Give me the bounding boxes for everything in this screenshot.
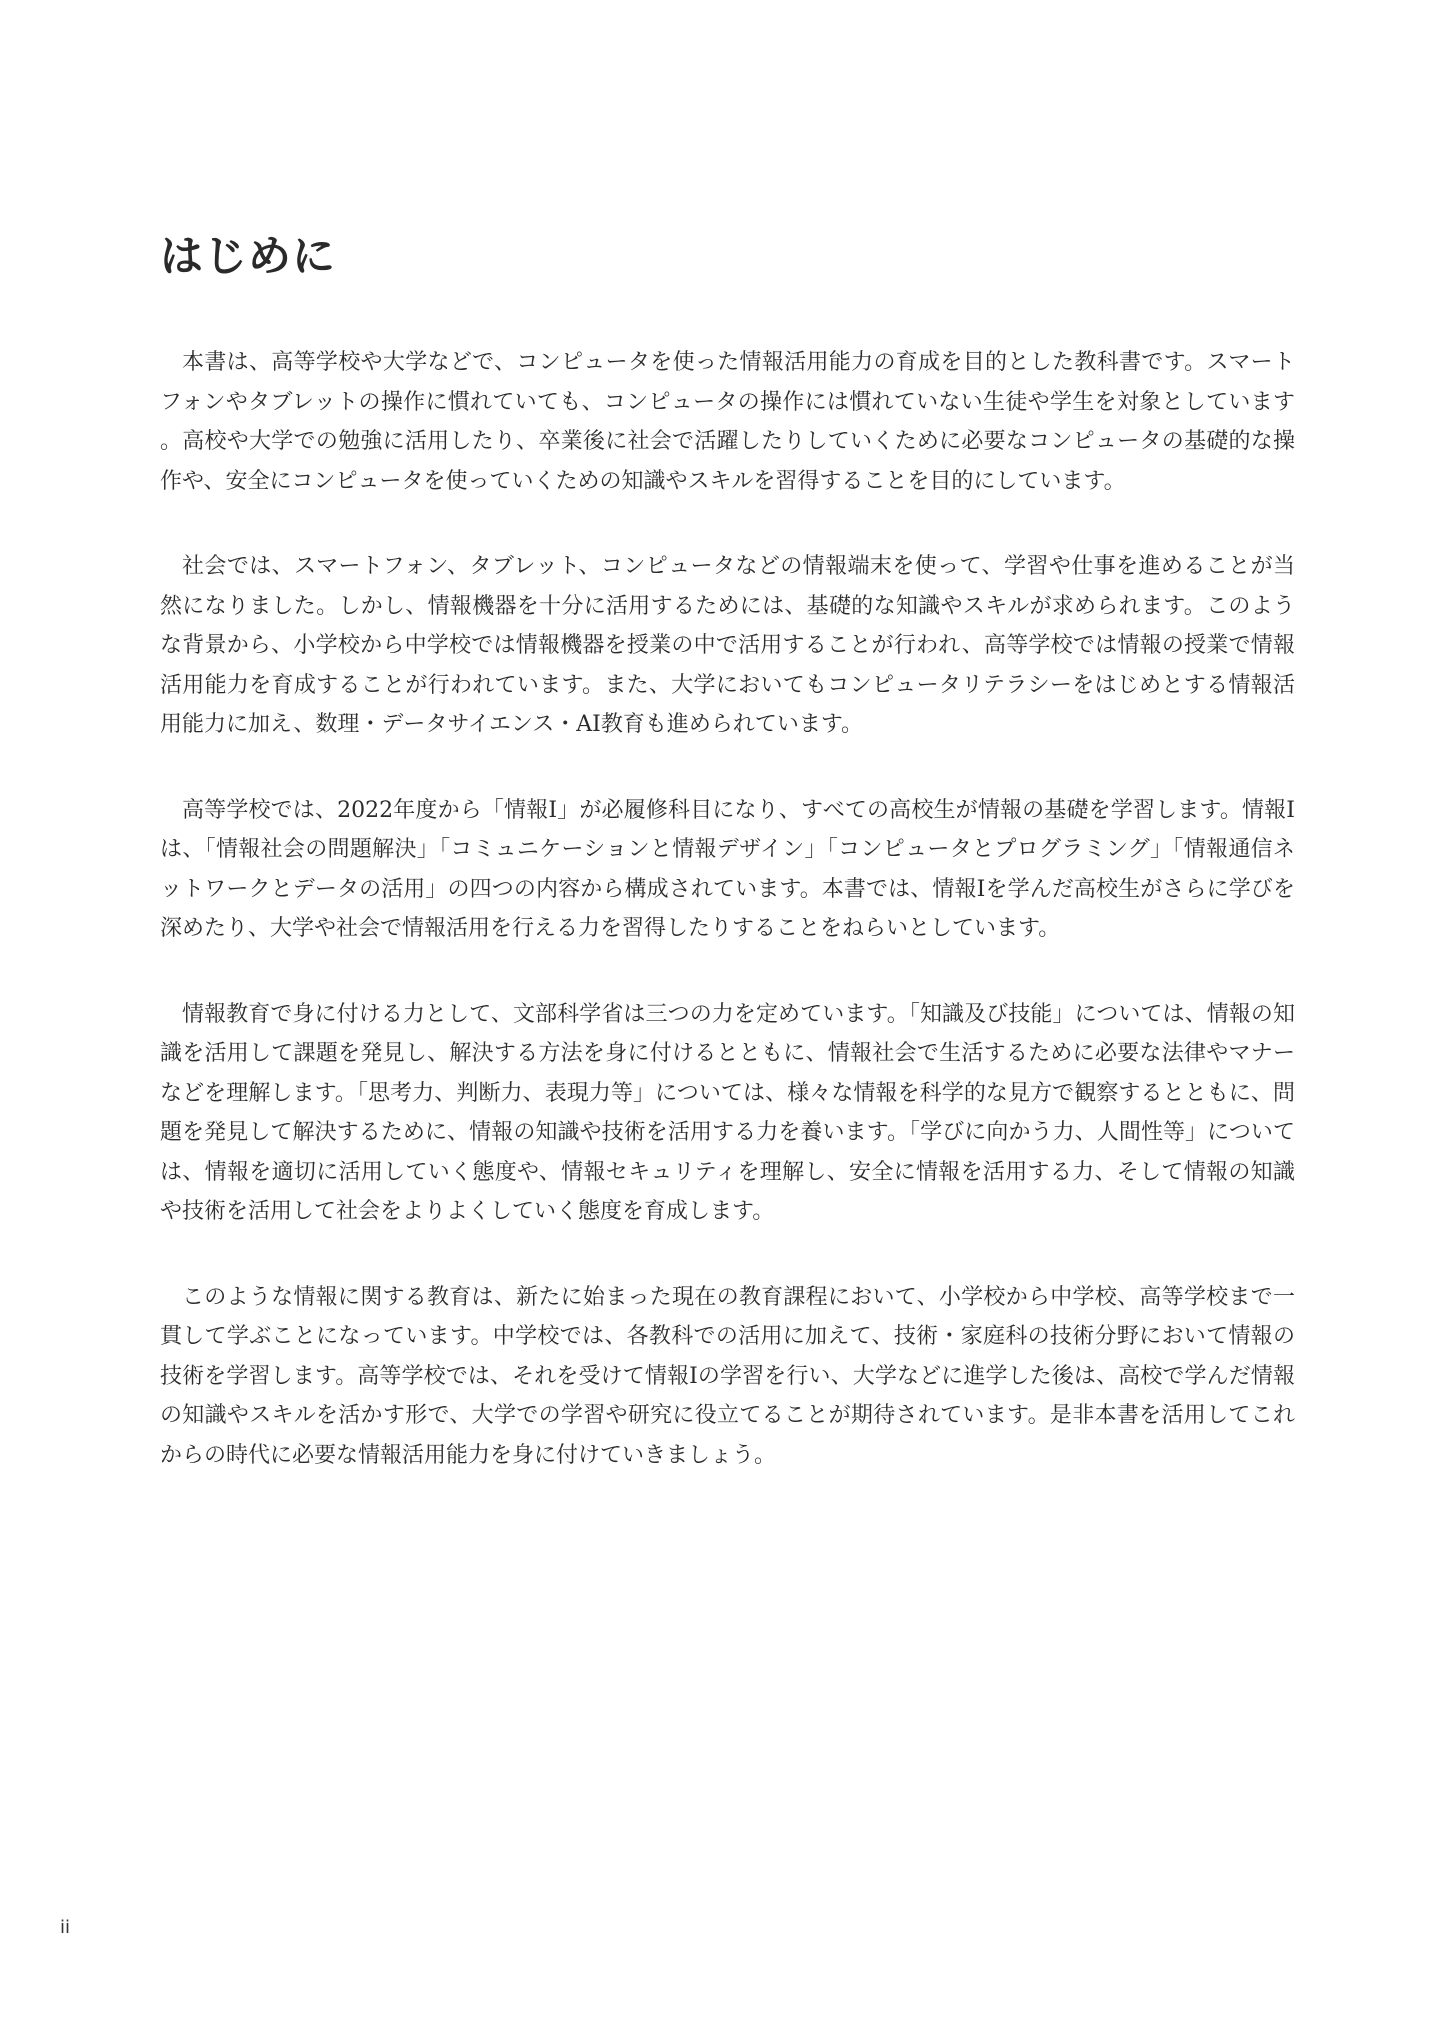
page-number: ii <box>60 1917 71 1938</box>
paragraph-4: 情報教育で身に付ける力として、文部科学省は三つの力を定めています。「知識及び技能」については、情報の知識を活用して課題を発見し、解決する方法を身に付けるとともに、情報社会で生活するために必要な法律やマナーなどを理解します。「思考力、判断力、表現力等」については、様々な情報を科学的な見方で観察するとともに、問題を発見して解決するために、情報の知識や技術を活用する力を養います。「学びに向かう力、人間性等」については、情報を適切に活用していく態度や、情報セキュリティを理解し、安全に情報を活用する力、そして情報の知識や技術を活用して社会をよりよくしていく態度を育成します。 <box>160 1001 1295 1224</box>
paragraph-5: このような情報に関する教育は、新たに始まった現在の教育課程において、小学校から中学校、高等学校まで一貫して学ぶことになっています。中学校では、各教科での活用に加えて、技術・家庭科の技術分野において情報の技術を学習します。高等学校では、それを受けて情報Ⅰの学習を行い、大学などに進学した後は、高校で学んだ情報の知識やスキルを活かす形で、大学での学習や研究に役立てることが期待されています。是非本書を活用してこれからの時代に必要な情報活用能力を身に付けていきましょう。 <box>160 1284 1295 1468</box>
paragraph-1: 本書は、高等学校や大学などで、コンピュータを使った情報活用能力の育成を目的とした教科書です。スマートフォンやタブレットの操作に慣れていても、コンピュータの操作には慣れていない生徒や学生を対象としています。高校や大学での勉強に活用したり、卒業後に社会で活躍したりしていくために必要なコンピュータの基礎的な操作や、安全にコンピュータを使っていくための知識やスキルを習得することを目的にしています。 <box>160 350 1295 494</box>
paragraph-3: 高等学校では、2022年度から「情報Ⅰ」が必履修科目になり、すべての高校生が情報の基礎を学習します。情報Ⅰは、「情報社会の問題解決」「コミュニケーションと情報デザイン」「コンピュータとプログラミング」「情報通信ネットワークとデータの活用」の四つの内容から構成されています。本書では、情報Ⅰを学んだ高校生がさらに学びを深めたり、大学や社会で情報活用を行える力を習得したりすることをねらいとしています。 <box>160 797 1295 941</box>
paragraph-2: 社会では、スマートフォン、タブレット、コンピュータなどの情報端末を使って、学習や仕事を進めることが当然になりました。しかし、情報機器を十分に活用するためには、基礎的な知識やスキルが求められます。このような背景から、小学校から中学校では情報機器を授業の中で活用することが行われ、高等学校では情報の授業で情報活用能力を育成することが行われています。また、大学においてもコンピュータリテラシーをはじめとする情報活用能力に加え、数理・データサイエンス・AI教育も進められています。 <box>160 554 1295 737</box>
page-title: はじめに <box>160 232 336 282</box>
body-text <box>160 343 1295 1521</box>
